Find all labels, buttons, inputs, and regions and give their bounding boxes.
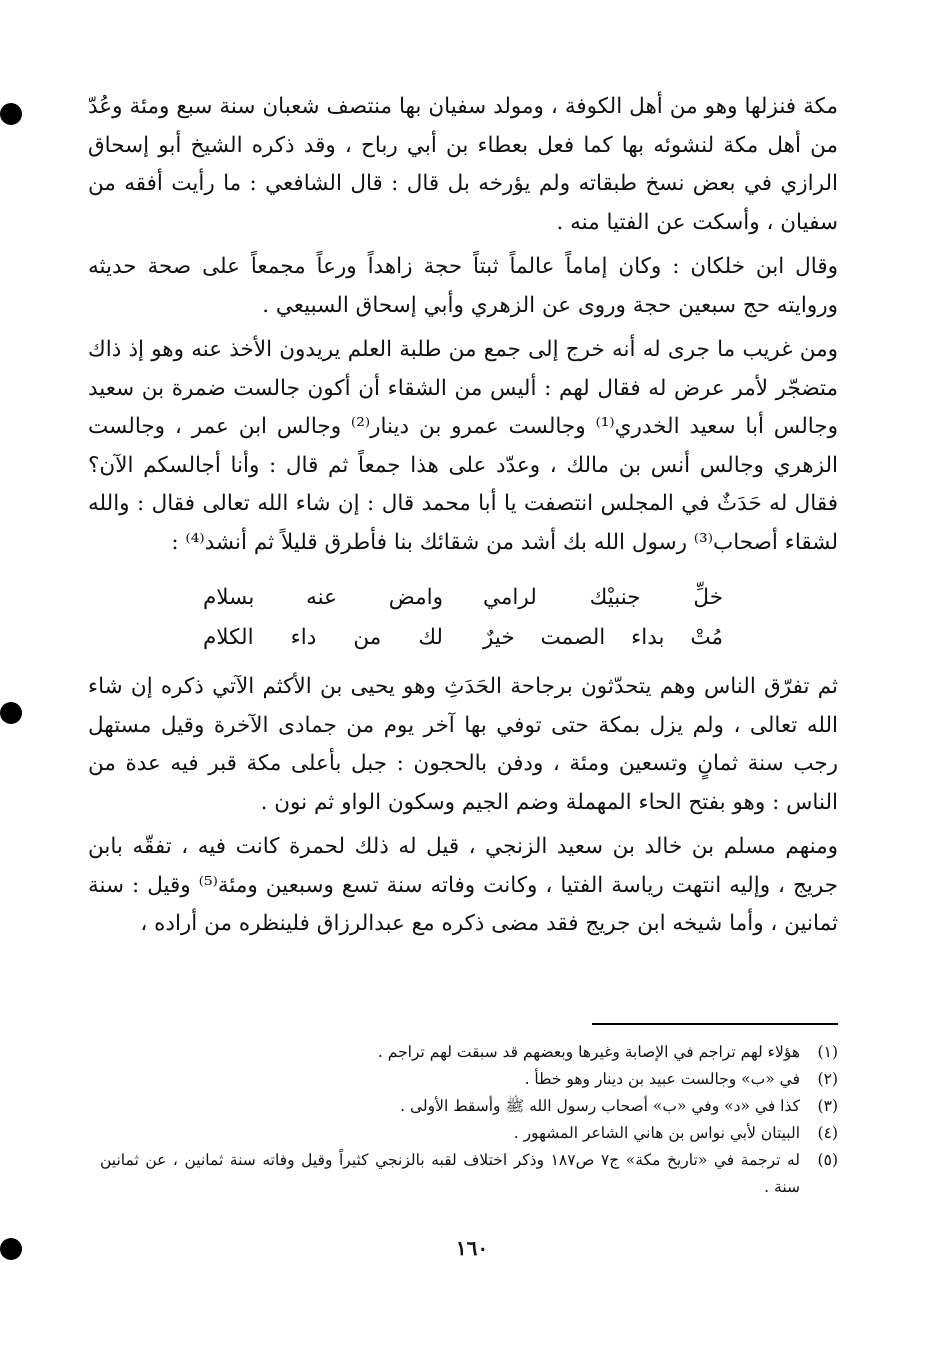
footnote-text: في «ب» وجالست عبيد بن دينار وهو خطأ . — [524, 1070, 800, 1088]
footnote — [100, 1066, 838, 1093]
footnote-separator — [592, 1023, 838, 1025]
paragraph: ومنهم مسلم بن خالد بن سعيد الزنجي ، قيل له ذلك لحمرة كانت فيه ، تفقّه بابن جريج ، وإليه انتهت رياسة الفتيا ، وكانت وفاته سنة تسع وسبعين ومئة⁽⁵⁾ وقيل : سنة ثمانين ، وأما شيخه ابن جريج فقد مضى ذكره مع عبدالرزاق فلينظره من أراده ، — [88, 834, 838, 936]
footnotes — [100, 1039, 838, 1201]
footnote — [100, 1147, 838, 1201]
main-text — [88, 88, 838, 944]
poem-verse — [203, 618, 723, 658]
footnote-text: هؤلاء لهم تراجم في الإصابة وغيرها وبعضهم قد سبقت لهم تراجم . — [377, 1043, 800, 1061]
footnote-number: (٥) — [817, 1151, 838, 1169]
footnote-text: كذا في «د» وفي «ب» أصحاب رسول الله ﷺ وأسقط الأولى . — [400, 1097, 800, 1115]
footnote — [100, 1120, 838, 1147]
footnote-text: البيتان لأبي نواس بن هاني الشاعر المشهور . — [513, 1124, 800, 1142]
footnote-number: (٤) — [817, 1124, 838, 1142]
binding-hole-bottom — [0, 1238, 22, 1260]
paragraph: ومن غريب ما جرى له أنه خرج إلى جمع من طلبة العلم يريدون الأخذ عنه وهو إذ ذاك متضجّر لأمر عرض له فقال لهم : أليس من الشقاء أن أكون جالست ضمرة بن سعيد وجالس أبا سعيد الخدري⁽¹⁾ وجالست عمرو بن دينار⁽²⁾ وجالس ابن عمر ، وجالست الزهري وجالس أنس بن مالك ، وعدّد على هذا جمعاً ثم قال : وأنا أجالسكم الآن؟ فقال له حَدَثٌ في المجلس انتصفت يا أبا محمد قال : إن شاء الله تعالى فقال : والله لشقاء أصحاب⁽³⁾ رسول الله بك أشد من شقائك بنا فأطرق قليلاً ثم أنشد⁽⁴⁾ : — [88, 337, 838, 555]
binding-hole-top — [0, 103, 22, 125]
poem-hemistich-first: مُتْ بداء الصمت خيرٌ — [483, 625, 723, 650]
footnote — [100, 1093, 838, 1120]
binding-hole-middle — [0, 702, 22, 724]
poem-hemistich-second: لك من داء الكلام — [203, 625, 443, 650]
page-number: ١٦٠ — [455, 1236, 489, 1260]
footnote — [100, 1039, 838, 1066]
footnote-number: (١) — [817, 1043, 838, 1061]
paragraph: ثم تفرّق الناس وهم يتحدّثون برجاحة الحَدَثِ وهو يحيى بن الأكثم الآتي ذكره إن شاء الله تعالى ، ولم يزل بمكة حتى توفي بها آخر يوم من جمادى الآخرة وقيل مستهل رجب سنة ثمانٍ وتسعين ومئة ، ودفن بالحجون : جبل بأعلى مكة قبر فيه عدة من الناس : وهو بفتح الحاء المهملة وضم الجيم وسكون الواو ثم نون . — [88, 674, 839, 815]
poem-hemistich-first: خلِّ جنبيْك لرامي — [483, 585, 723, 610]
poem-verse — [203, 578, 723, 618]
paragraph: مكة فنزلها وهو من أهل الكوفة ، ومولد سفيان بها منتصف شعبان سنة سبع ومئة وعُدّ من أهل مكة لنشوئه بها كما فعل بعطاء بن أبي رباح ، وقد ذكره الشيخ أبو إسحاق الرازي في بعض نسخ طبقاته ولم يؤرخه بل قال : قال الشافعي : ما رأيت أفقه من سفيان ، وأسكت عن الفتيا منه . — [88, 94, 838, 235]
footnote-number: (٢) — [817, 1070, 838, 1088]
paragraph: وقال ابن خلكان : وكان إماماً عالماً ثبتاً حجة زاهداً ورعاً مجمعاً على صحة حديثه وروايته حج سبعين حجة وروى عن الزهري وأبي إسحاق السبيعي . — [88, 254, 838, 318]
poem-hemistich-second: وامض عنه بسلام — [203, 585, 443, 610]
footnote-text: له ترجمة في «تاريخ مكة» ج٧ ص١٨٧ وذكر اختلاف لقبه بالزنجي كثيراً وقيل وفاته سنة ثمانين ، عن ثمانين سنة . — [100, 1151, 801, 1196]
poem — [203, 578, 723, 658]
footnote-number: (٣) — [817, 1097, 838, 1115]
